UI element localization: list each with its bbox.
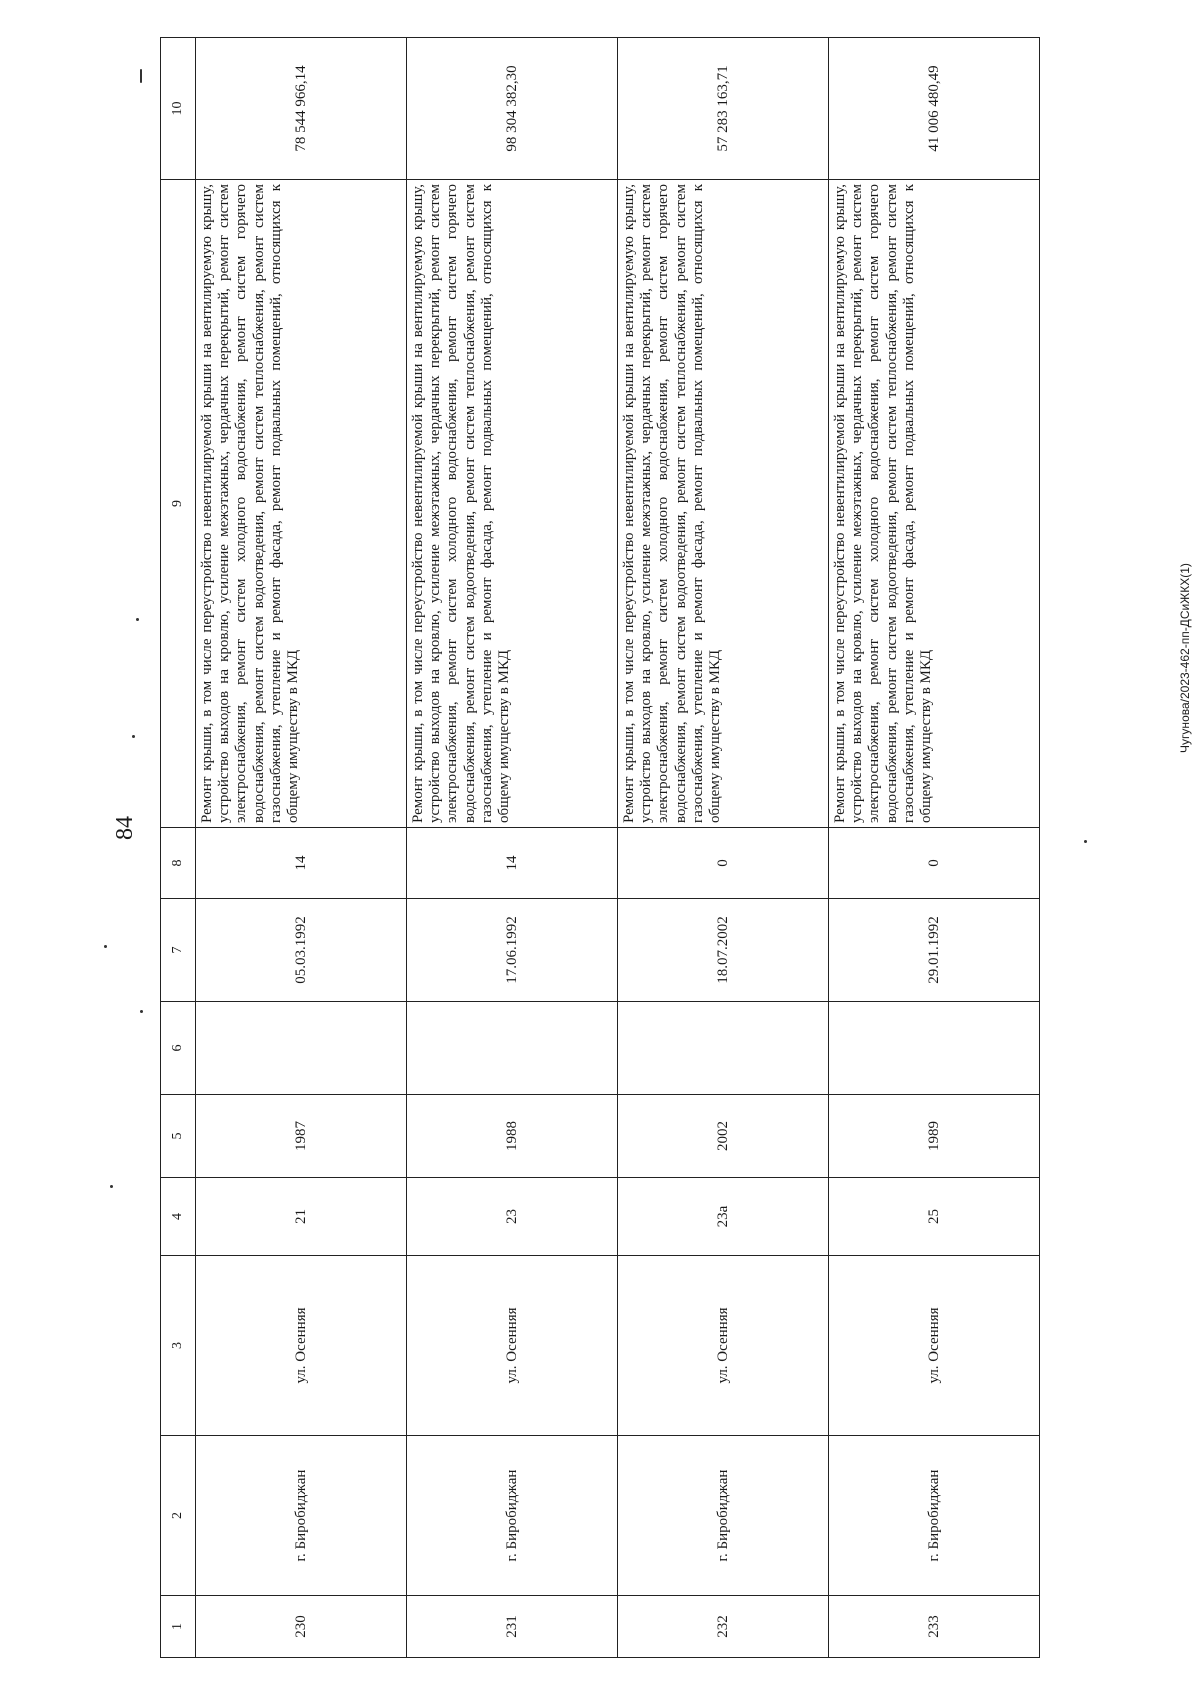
column-number: 4	[161, 1178, 196, 1256]
amount-cell: 41 006 480,49	[829, 38, 1040, 180]
works-description-cell: Ремонт крыши, в том числе переустройство невентилируемой крыши на вентилируемую крышу, устройство выходов на кровлю, усиление межэтажных, чердачных перекрытий, ремонт систем электроснабжения, ремонт систем холодного водоснабжения, ремонт систем горячего водоснабжения, ремонт систем водоотведения, ремонт систем теплоснабжения, ремонт систем газоснабжения, утепление и ремонт фасада, ремонт подвальных помещений, относящихся к общему имуществу в МКД	[618, 180, 829, 828]
row-number: 232	[618, 1596, 829, 1658]
row-number: 231	[407, 1596, 618, 1658]
page-number: 84	[112, 816, 138, 840]
city-cell: г. Биробиджан	[407, 1436, 618, 1596]
column-number: 8	[161, 828, 196, 899]
row-number: 230	[196, 1596, 407, 1658]
scan-speck	[104, 945, 107, 948]
column-number: 5	[161, 1095, 196, 1178]
house-cell: 23а	[618, 1178, 829, 1256]
count-cell: 14	[196, 828, 407, 899]
table-row	[196, 38, 407, 1658]
scan-speck	[132, 735, 135, 738]
year-cell: 1988	[407, 1095, 618, 1178]
date-cell: 17.06.1992	[407, 899, 618, 1002]
year-cell: 2002	[618, 1095, 829, 1178]
column-number-row	[161, 38, 196, 1658]
table-row	[829, 38, 1040, 1658]
date-cell: 29.01.1992	[829, 899, 1040, 1002]
table-row	[407, 38, 618, 1658]
works-description-cell: Ремонт крыши, в том числе переустройство невентилируемой крыши на вентилируемую крышу, устройство выходов на кровлю, усиление межэтажных, чердачных перекрытий, ремонт систем электроснабжения, ремонт систем холодного водоснабжения, ремонт систем горячего водоснабжения, ремонт систем водоотведения, ремонт систем теплоснабжения, ремонт систем газоснабжения, утепление и ремонт фасада, ремонт подвальных помещений, относящихся к общему имуществу в МКД	[196, 180, 407, 828]
street-cell: ул. Осенняя	[618, 1256, 829, 1436]
document-identifier: Чугунова/2023-462-пп-ДСиЖКХ(1)	[1178, 563, 1192, 753]
scan-speck	[140, 69, 142, 83]
table-container	[160, 38, 1040, 1658]
column-number: 2	[161, 1436, 196, 1596]
column-number: 1	[161, 1596, 196, 1658]
column-number: 3	[161, 1256, 196, 1436]
scan-speck	[1084, 840, 1087, 843]
amount-cell: 78 544 966,14	[196, 38, 407, 180]
column-number: 10	[161, 38, 196, 180]
date-cell: 05.03.1992	[196, 899, 407, 1002]
empty-cell	[407, 1002, 618, 1095]
house-cell: 21	[196, 1178, 407, 1256]
count-cell: 14	[407, 828, 618, 899]
year-cell: 1989	[829, 1095, 1040, 1178]
row-number: 233	[829, 1596, 1040, 1658]
empty-cell	[196, 1002, 407, 1095]
column-number: 7	[161, 899, 196, 1002]
table-row	[618, 38, 829, 1658]
year-cell: 1987	[196, 1095, 407, 1178]
column-number: 9	[161, 180, 196, 828]
scan-speck	[140, 1010, 143, 1013]
works-description-cell: Ремонт крыши, в том числе переустройство невентилируемой крыши на вентилируемую крышу, устройство выходов на кровлю, усиление межэтажных, чердачных перекрытий, ремонт систем электроснабжения, ремонт систем холодного водоснабжения, ремонт систем горячего водоснабжения, ремонт систем водоотведения, ремонт систем теплоснабжения, ремонт систем газоснабжения, утепление и ремонт фасада, ремонт подвальных помещений, относящихся к общему имуществу в МКД	[829, 180, 1040, 828]
repair-register-table	[160, 37, 1040, 1658]
empty-cell	[829, 1002, 1040, 1095]
empty-cell	[618, 1002, 829, 1095]
street-cell: ул. Осенняя	[407, 1256, 618, 1436]
count-cell: 0	[829, 828, 1040, 899]
city-cell: г. Биробиджан	[829, 1436, 1040, 1596]
house-cell: 25	[829, 1178, 1040, 1256]
city-cell: г. Биробиджан	[618, 1436, 829, 1596]
amount-cell: 98 304 382,30	[407, 38, 618, 180]
house-cell: 23	[407, 1178, 618, 1256]
works-description-cell: Ремонт крыши, в том числе переустройство невентилируемой крыши на вентилируемую крышу, устройство выходов на кровлю, усиление межэтажных, чердачных перекрытий, ремонт систем электроснабжения, ремонт систем холодного водоснабжения, ремонт систем горячего водоснабжения, ремонт систем водоотведения, ремонт систем теплоснабжения, ремонт систем газоснабжения, утепление и ремонт фасада, ремонт подвальных помещений, относящихся к общему имуществу в МКД	[407, 180, 618, 828]
city-cell: г. Биробиджан	[196, 1436, 407, 1596]
count-cell: 0	[618, 828, 829, 899]
date-cell: 18.07.2002	[618, 899, 829, 1002]
amount-cell: 57 283 163,71	[618, 38, 829, 180]
column-number: 6	[161, 1002, 196, 1095]
scan-speck	[136, 618, 139, 621]
scan-speck	[110, 1185, 113, 1188]
street-cell: ул. Осенняя	[829, 1256, 1040, 1436]
street-cell: ул. Осенняя	[196, 1256, 407, 1436]
